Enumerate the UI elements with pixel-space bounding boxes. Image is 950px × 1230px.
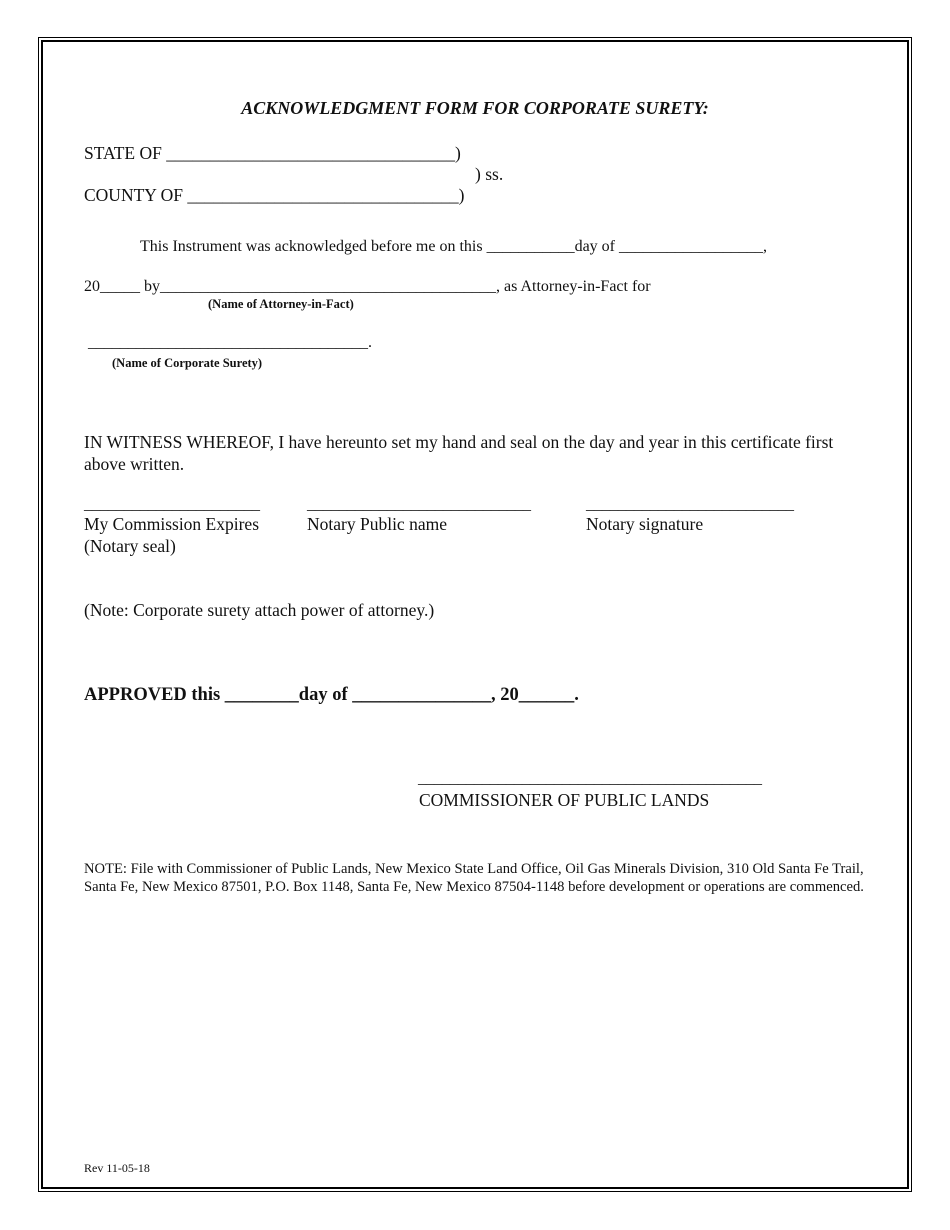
filing-note: NOTE: File with Commissioner of Public Lands, New Mexico State Land Office, Oil Gas Minerals Division, 310 Old Santa Fe Trail, Santa Fe, New Mexico 87501, P.O. Box 1148, Santa Fe, New Mexico 87504-1148 before development or operations are commenced. [84,861,864,895]
revision-label: Rev 11-05-18 [84,1161,150,1175]
corporate-surety-caption: (Name of Corporate Surety) [112,356,263,370]
attorney-name-caption: (Name of Attorney-in-Fact) [208,297,354,311]
notary-signature-line[interactable]: __________________________ [586,496,794,513]
commissioner-signature-line[interactable]: ___________________________________________ [418,770,762,787]
corporate-surety-line[interactable]: ___________________________________. [88,334,372,351]
notary-name-signature-line[interactable]: ____________________________ [307,496,531,513]
approved-line[interactable]: APPROVED this ________day of _______________, 20______. [84,685,579,705]
ss-marker: ) ss. [475,164,504,184]
notary-signature-label: Notary signature [586,514,704,534]
notary-public-name-label: Notary Public name [307,514,447,534]
attorney-in-fact-line[interactable]: 20_____ by__________________________________________, as Attorney-in-Fact for [84,278,651,295]
notary-seal-label: (Notary seal) [84,536,176,556]
power-of-attorney-note: (Note: Corporate surety attach power of attorney.) [84,600,435,620]
form-title: ACKNOWLEDGMENT FORM FOR CORPORATE SURETY: [241,98,709,118]
acknowledgment-date-line[interactable]: This Instrument was acknowledged before me on this ___________day of __________________, [140,238,768,255]
commissioner-label: COMMISSIONER OF PUBLIC LANDS [419,790,710,810]
commission-expires-label: My Commission Expires [84,514,260,534]
commission-expires-signature-line[interactable]: ______________________ [84,496,260,513]
county-of-line[interactable]: COUNTY OF _______________________________) [84,185,465,205]
witness-statement: IN WITNESS WHEREOF, I have hereunto set my hand and seal on the day and year in this certificate first above written. [84,432,834,474]
state-of-line[interactable]: STATE OF _________________________________) [84,143,461,163]
